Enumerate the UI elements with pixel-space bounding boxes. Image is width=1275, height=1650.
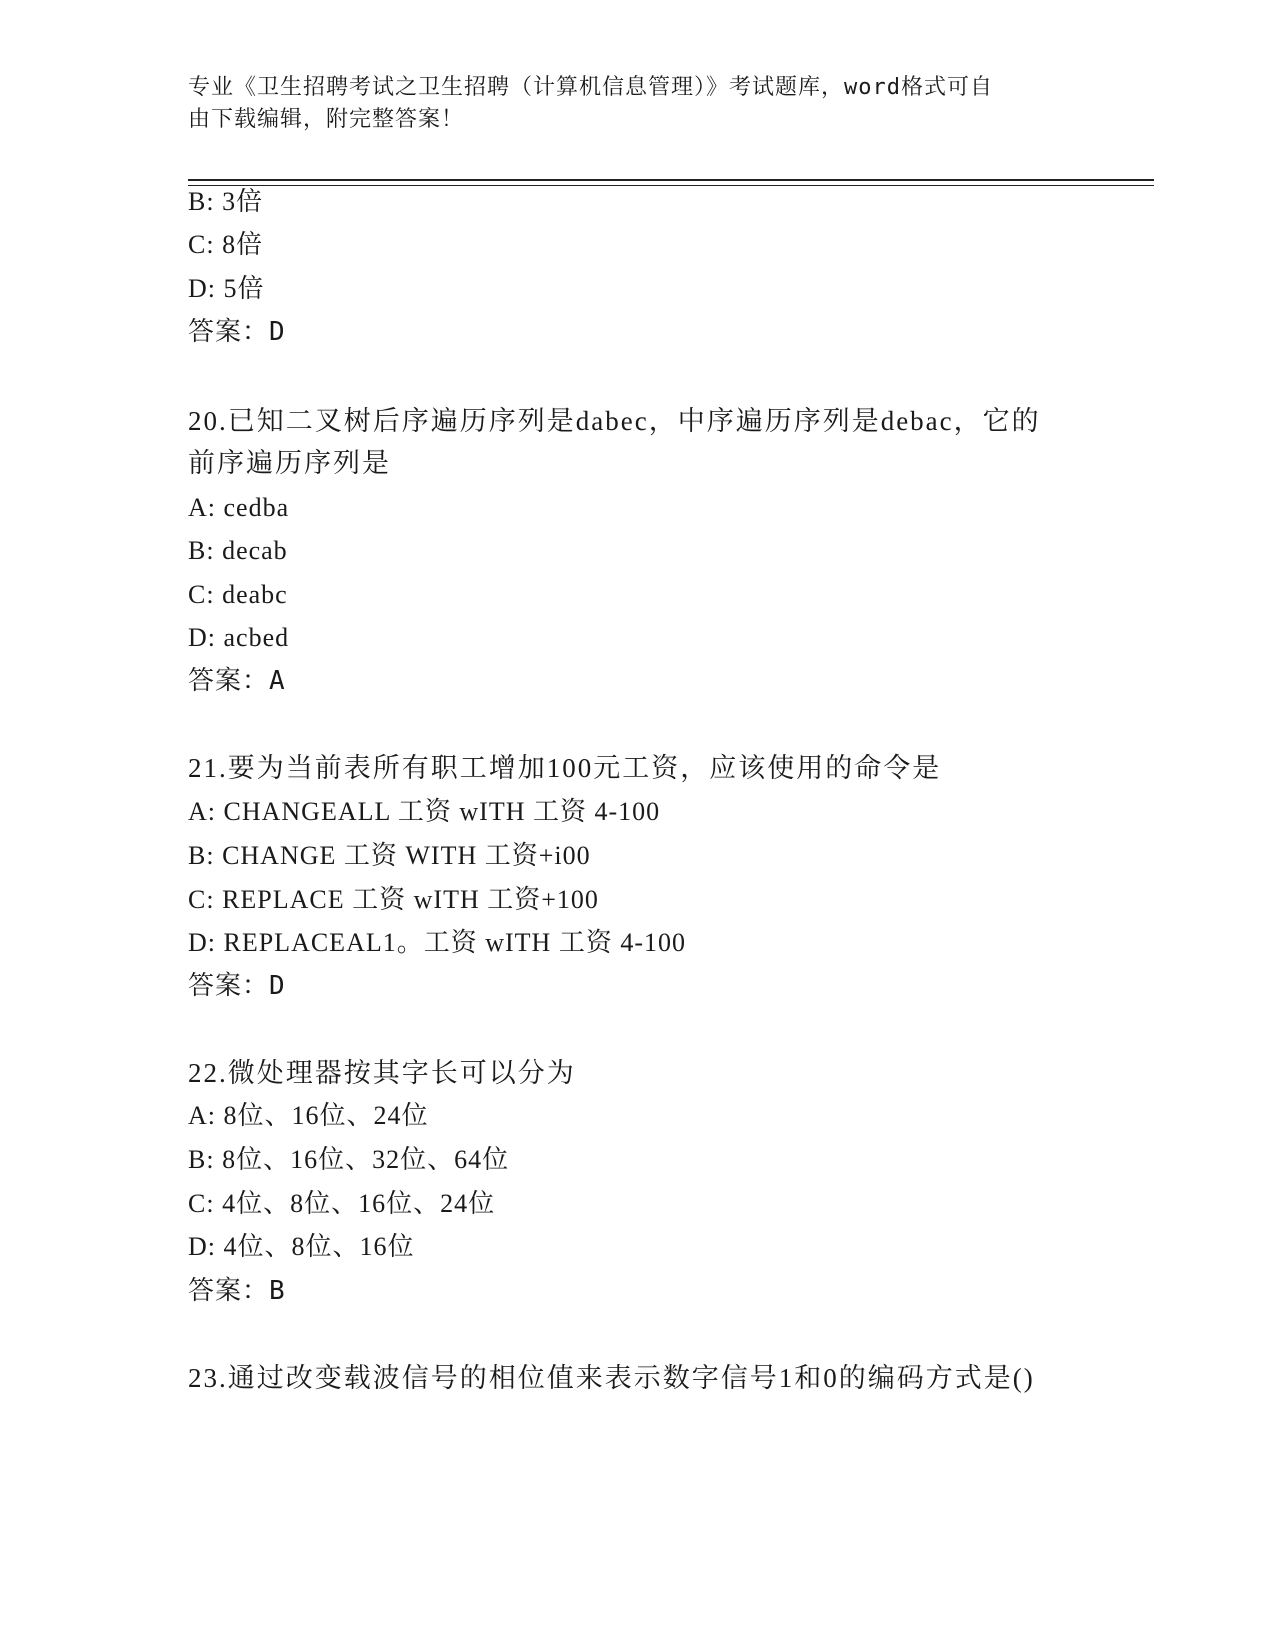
answer: 答案：D xyxy=(188,317,286,347)
question-21-option-c: C: REPLACE 工资 wITH 工资+100 xyxy=(188,885,599,914)
question-22-answer: 答案：B xyxy=(188,1276,286,1306)
header-line-1: 专业《卫生招聘考试之卫生招聘（计算机信息管理）》考试题库，word格式可自 xyxy=(188,75,993,100)
question-20-option-a: A: cedba xyxy=(188,493,290,522)
question-22-option-b: B: 8位、16位、32位、64位 xyxy=(188,1145,510,1174)
question-20-option-d: D: acbed xyxy=(188,623,290,652)
header-divider-thick xyxy=(188,179,1154,181)
question-23-stem: 23.通过改变载波信号的相位值来表示数字信号1和0的编码方式是() xyxy=(188,1363,1035,1393)
header-divider-thin xyxy=(188,185,1154,186)
option-d: D: 5倍 xyxy=(188,274,265,303)
question-22-option-d: D: 4位、8位、16位 xyxy=(188,1232,415,1261)
option-c: C: 8倍 xyxy=(188,230,264,259)
document-header xyxy=(188,72,1068,136)
question-20-stem: 20.已知二叉树后序遍历序列是dabec，中序遍历序列是debac，它的 xyxy=(188,406,1041,436)
question-21-option-d: D: REPLACEAL1。工资 wITH 工资 4-100 xyxy=(188,928,686,957)
question-21-stem: 21.要为当前表所有职工增加100元工资，应该使用的命令是 xyxy=(188,753,942,783)
question-21-option-b: B: CHANGE 工资 WITH 工资+i00 xyxy=(188,841,591,870)
question-22-option-c: C: 4位、8位、16位、24位 xyxy=(188,1189,496,1218)
question-20-stem-cont: 前序遍历序列是 xyxy=(188,448,391,478)
question-21-option-a: A: CHANGEALL 工资 wITH 工资 4-100 xyxy=(188,797,661,826)
question-22-stem: 22.微处理器按其字长可以分为 xyxy=(188,1058,576,1088)
header-line-2: 由下载编辑，附完整答案！ xyxy=(188,107,465,132)
question-20-answer: 答案：A xyxy=(188,666,286,696)
question-20-option-c: C: deabc xyxy=(188,580,288,609)
question-22-option-a: A: 8位、16位、24位 xyxy=(188,1101,429,1130)
option-b: B: 3倍 xyxy=(188,187,264,216)
question-20-option-b: B: decab xyxy=(188,536,288,565)
question-21-answer: 答案：D xyxy=(188,971,286,1001)
